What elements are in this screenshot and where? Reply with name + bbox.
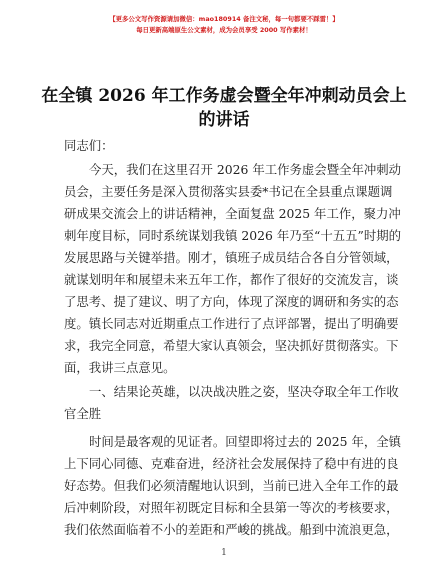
paragraph-1-line: 就谋划明年和展望未来五年工作，都作了很好的交流发言，谈 xyxy=(64,272,399,287)
paragraph-1-line: 度。镇长同志对近期重点工作进行了点评部署，提出了明确要 xyxy=(64,316,399,331)
paragraph-2-line: 后冲刺阶段，对照年初既定目标和全县第一等次的考核要求， xyxy=(64,500,399,515)
paragraph-1-line: 了思考、提了建议、明了方向，体现了深度的调研和务实的态 xyxy=(64,294,399,309)
section-heading-1-line: 官全胜 xyxy=(64,406,102,421)
page-number: 1 xyxy=(221,548,227,558)
paragraph-1-line: 面，我讲三点意见。 xyxy=(64,360,176,375)
promo-banner-line-2: 每日更新高端原生公文素材，成为会员享受 2000 写作素材！ xyxy=(136,26,312,34)
document-title-line-1: 在全镇 2026 年工作务虚会暨全年冲刺动员会上 xyxy=(41,86,407,106)
paragraph-1-line: 研成果交流会上的讲话精神，全面复盘 2025 年工作，聚力冲 xyxy=(64,206,401,221)
salutation: 同志们： xyxy=(64,138,114,153)
paragraph-2-line: 上下同心同德、克难奋进，经济社会发展保持了稳中有进的良 xyxy=(64,456,399,471)
paragraph-1-line: 今天，我们在这里召开 2026 年工作务虚会暨全年冲刺动 xyxy=(89,162,402,177)
paragraph-1-line: 员会，主要任务是深入贯彻落实县委*书记在全县重点课题调 xyxy=(64,184,393,199)
paragraph-1-line: 发展思路与关键举措。刚才，镇班子成员结合各自分管领域， xyxy=(64,250,399,265)
paragraph-2-line: 时间是最客观的见证者。回望即将过去的 2025 年，全镇 xyxy=(89,434,402,449)
section-heading-1-line: 一、结果论英雄，以决战决胜之姿，坚决夺取全年工作收 xyxy=(89,384,399,399)
document-title-line-2: 的讲话 xyxy=(198,110,250,130)
paragraph-1-line: 刺年度目标，同时系统谋划我镇 2026 年乃至“十五五”时期的 xyxy=(64,228,402,243)
paragraph-2-line: 我们依然面临着不小的差距和严峻的挑战。船到中流浪更急， xyxy=(64,522,399,537)
paragraph-2-line: 好态势。但我们必须清醒地认识到，当前已进入全年工作的最 xyxy=(64,478,399,493)
paragraph-1-line: 求，我完全同意，希望大家认真领会，坚决抓好贯彻落实。下 xyxy=(64,338,399,353)
promo-banner-line-1: 【更多公文写作资源请加微信：mao180914 备注文秘，每一句都要不踩雷！】 xyxy=(109,15,339,23)
